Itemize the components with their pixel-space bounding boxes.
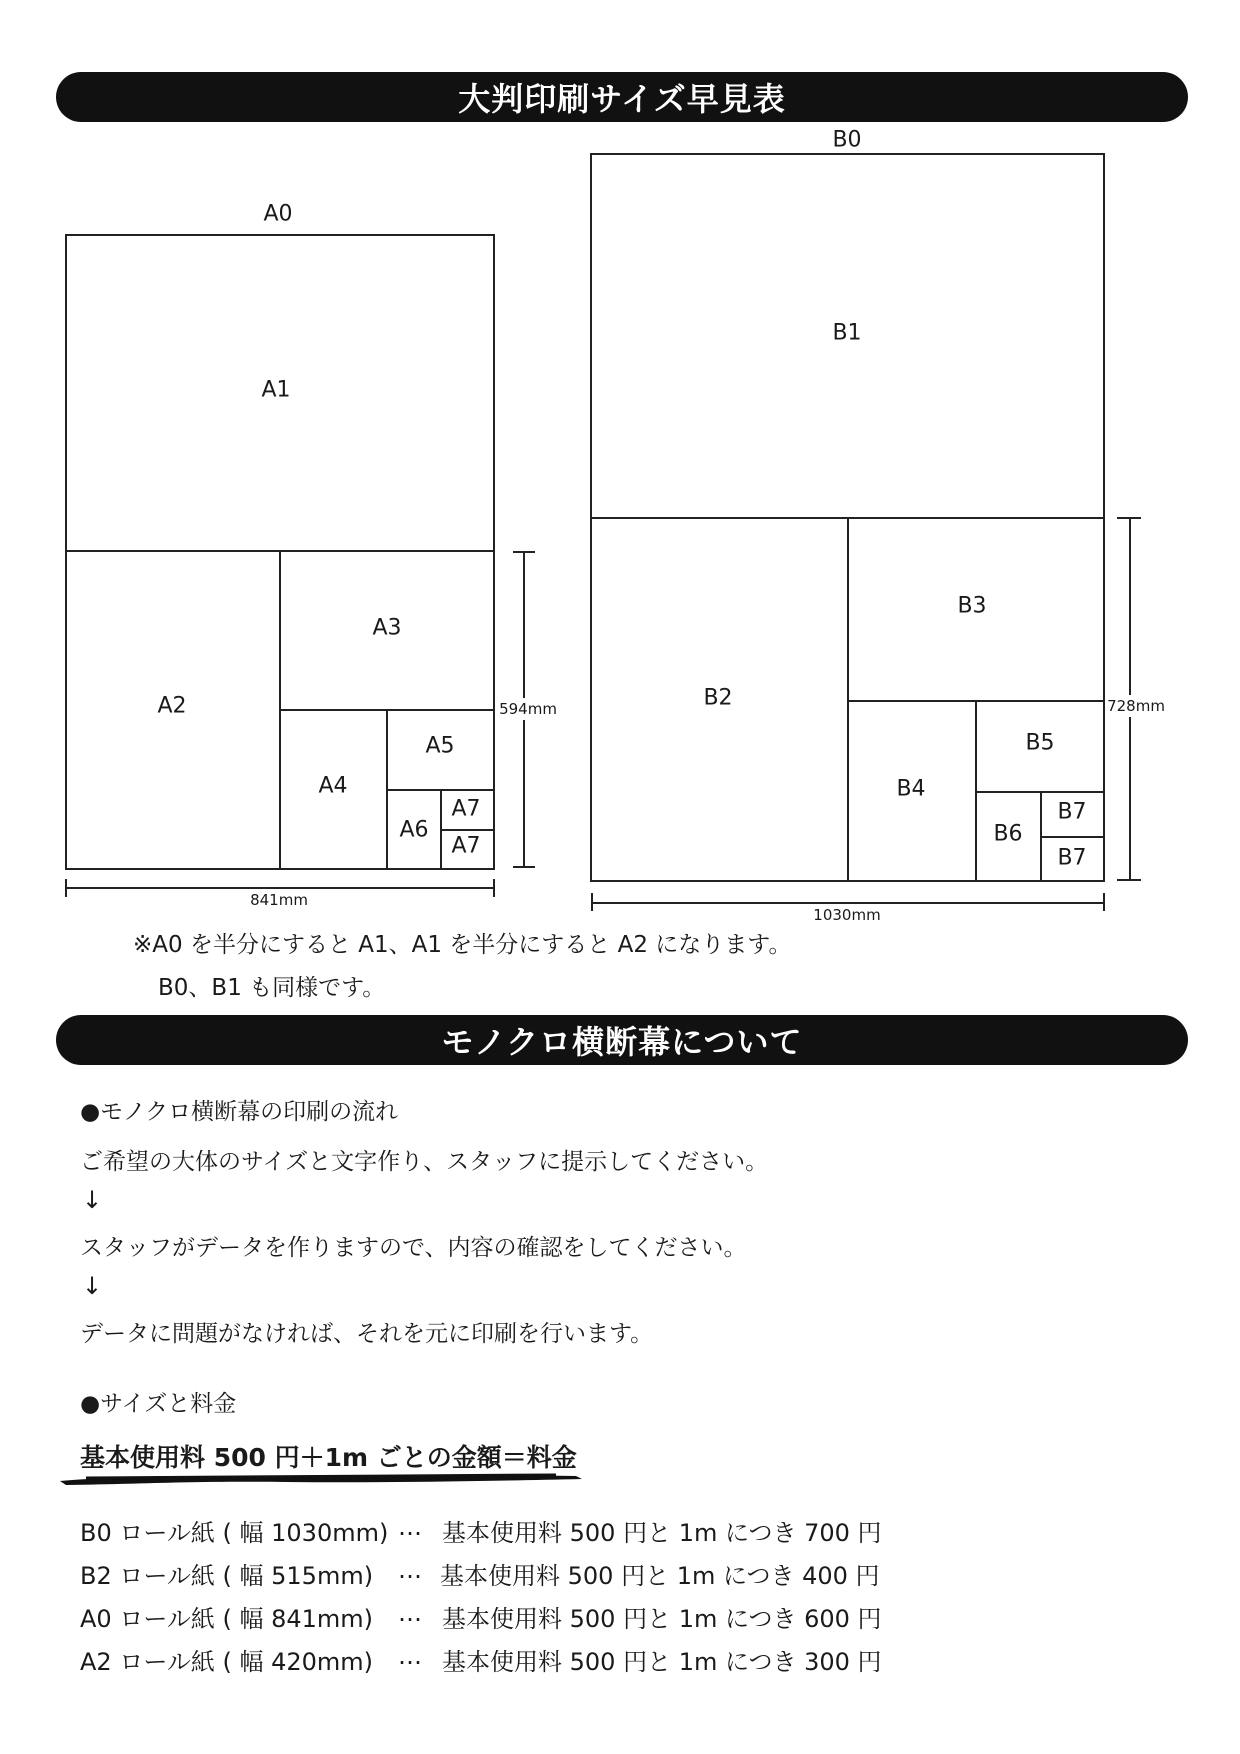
a1-label: A1 bbox=[261, 377, 291, 403]
a2-label: A2 bbox=[157, 693, 187, 719]
b-width-dim-line bbox=[591, 902, 1105, 904]
price-row bbox=[80, 1599, 882, 1634]
a-width-dim-label: 841mm bbox=[250, 891, 308, 909]
b0-label: B0 bbox=[832, 127, 862, 153]
a5-label: A5 bbox=[425, 733, 455, 759]
down-arrow-icon: ↓ bbox=[82, 1272, 103, 1300]
a-width-dim-cap-left bbox=[65, 879, 67, 897]
price-paper: A2 ロール紙 ( 幅 420mm) bbox=[80, 1648, 374, 1676]
b1-label: B1 bbox=[832, 320, 862, 346]
price-paper: A0 ロール紙 ( 幅 841mm) bbox=[80, 1605, 374, 1633]
b5-label: B5 bbox=[1025, 730, 1055, 756]
b-height-dim-cap-top bbox=[1117, 517, 1141, 519]
a-height-dim-cap-bottom bbox=[513, 866, 535, 868]
size-note-line1: ※A0 を半分にすると A1、A1 を半分にすると A2 になります。 bbox=[133, 932, 792, 958]
b3-label: B3 bbox=[957, 593, 987, 619]
price-paper: B0 ロール紙 ( 幅 1030mm) bbox=[80, 1519, 389, 1547]
price-desc: 基本使用料 500 円と 1m につき 600 円 bbox=[442, 1605, 882, 1633]
a0-label: A0 bbox=[263, 201, 293, 227]
price-row bbox=[80, 1556, 880, 1591]
b-width-dim-cap-left bbox=[591, 893, 593, 911]
section-title-size-chart: 大判印刷サイズ早見表 bbox=[56, 72, 1188, 122]
b2-label: B2 bbox=[703, 685, 733, 711]
price-desc: 基本使用料 500 円と 1m につき 300 円 bbox=[442, 1648, 882, 1676]
price-desc: 基本使用料 500 円と 1m につき 700 円 bbox=[442, 1519, 882, 1547]
flow-step-2: スタッフがデータを作りますので、内容の確認をしてください。 bbox=[80, 1235, 747, 1261]
a3-label: A3 bbox=[372, 615, 402, 641]
price-desc: 基本使用料 500 円と 1m につき 400 円 bbox=[440, 1562, 880, 1590]
flow-heading: ●モノクロ横断幕の印刷の流れ bbox=[80, 1099, 399, 1125]
size-note-line2: B0、B1 も同様です。 bbox=[158, 975, 386, 1001]
b6-label: B6 bbox=[993, 821, 1023, 847]
section-title-banner-info: モノクロ横断幕について bbox=[56, 1015, 1188, 1065]
a-height-dim-cap-top bbox=[513, 551, 535, 553]
flow-step-1: ご希望の大体のサイズと文字作り、スタッフに提示してください。 bbox=[80, 1149, 769, 1175]
a7-label-top: A7 bbox=[451, 796, 481, 822]
price-paper: B2 ロール紙 ( 幅 515mm) bbox=[80, 1562, 374, 1590]
b-height-dim-label: 728mm bbox=[1107, 697, 1165, 715]
price-heading: ●サイズと料金 bbox=[80, 1391, 237, 1417]
a-width-dim-cap-right bbox=[493, 879, 495, 897]
price-dots: … bbox=[398, 1556, 422, 1584]
a-height-dim-label: 594mm bbox=[499, 700, 557, 718]
down-arrow-icon: ↓ bbox=[82, 1186, 103, 1214]
a4-label: A4 bbox=[318, 773, 348, 799]
price-formula: 基本使用料 500 円＋1m ごとの金額＝料金 bbox=[80, 1443, 577, 1472]
b-width-dim-label: 1030mm bbox=[813, 906, 881, 924]
b4-label: B4 bbox=[896, 776, 926, 802]
price-dots: … bbox=[398, 1642, 422, 1670]
b7-label-bottom: B7 bbox=[1057, 845, 1087, 871]
price-row bbox=[80, 1642, 882, 1677]
brush-underline-icon bbox=[56, 1470, 586, 1486]
a7-label-bottom: A7 bbox=[451, 833, 481, 859]
b-height-dim-cap-bottom bbox=[1117, 879, 1141, 881]
b7-label-top: B7 bbox=[1057, 799, 1087, 825]
price-dots: … bbox=[398, 1513, 422, 1541]
a-width-dim-line bbox=[65, 887, 495, 889]
a6-label: A6 bbox=[399, 817, 429, 843]
b-width-dim-cap-right bbox=[1103, 893, 1105, 911]
flow-step-3: データに問題がなければ、それを元に印刷を行います。 bbox=[80, 1321, 654, 1347]
price-row bbox=[80, 1513, 882, 1548]
price-dots: … bbox=[398, 1599, 422, 1627]
